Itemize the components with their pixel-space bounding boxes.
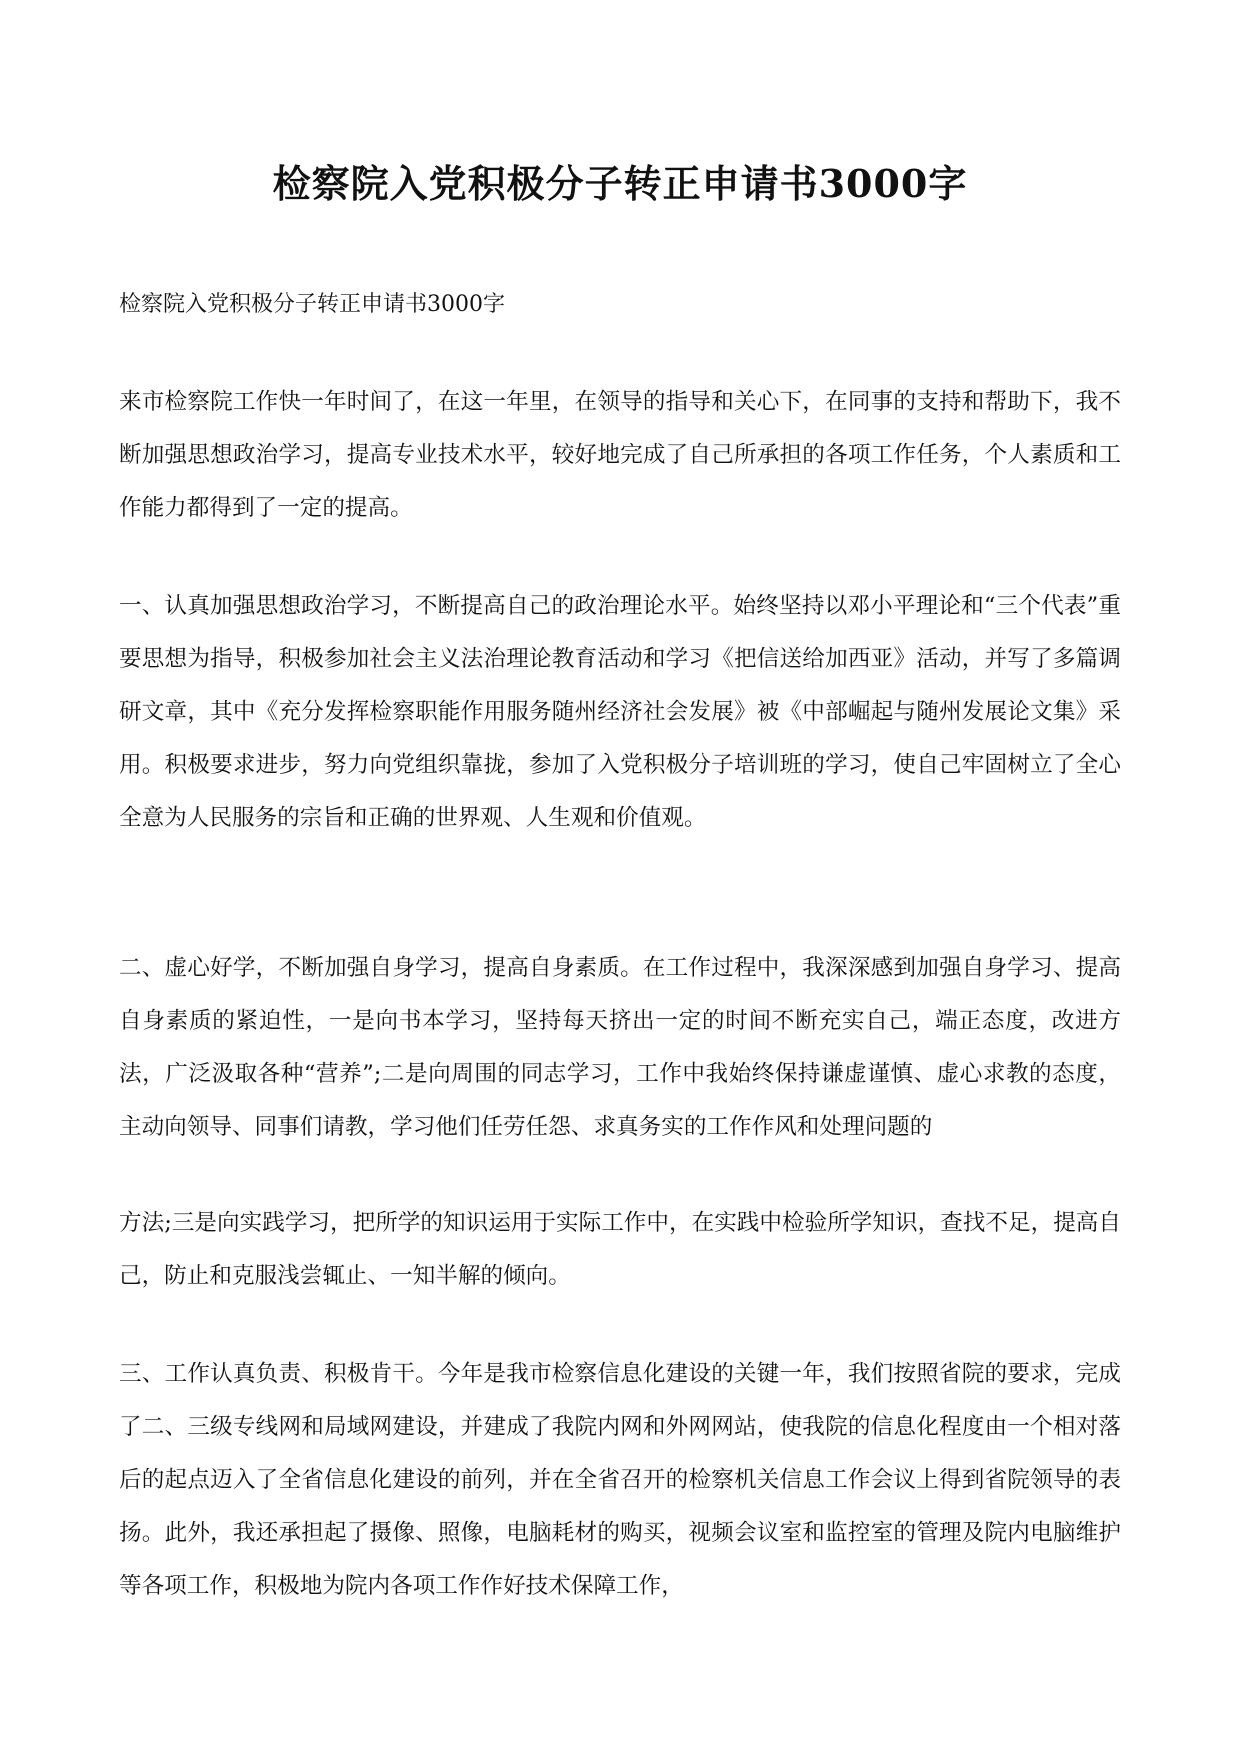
paragraph-section-one: 一、认真加强思想政治学习，不断提高自己的政治理论水平。始终坚持以邓小平理论和“三个代表”重要思想为指导，积极参加社会主义法治理论教育活动和学习《把信送给加西亚》活动，并写了多篇调研文章，其中《充分发挥检察职能作用服务随州经济社会发展》被《中部崛起与随州发展论文集》采用。积极要求进步，努力向党组织靠拢，参加了入党积极分子培训班的学习，使自己牢固树立了全心全意为人民服务的宗旨和正确的世界观、人生观和价值观。 — [119, 593, 1121, 831]
paragraph-section-two: 二、虚心好学，不断加强自身学习，提高自身素质。在工作过程中，我深深感到加强自身学习、提高自身素质的紧迫性，一是向书本学习，坚持每天挤出一定的时间不断充实自己，端正态度，改进方法，广泛汲取各种“营养”;二是向周围的同志学习，工作中我始终保持谦虚谨慎、虚心求教的态度，主动向领导、同事们请教，学习他们任劳任怨、求真务实的工作作风和处理问题的 — [119, 955, 1121, 1140]
paragraph-section-three: 三、工作认真负责、积极肯干。今年是我市检察信息化建设的关键一年，我们按照省院的要求，完成了二、三级专线网和局域网建设，并建成了我院内网和外网网站，使我院的信息化程度由一个相对落后的起点迈入了全省信息化建设的前列，并在全省召开的检察机关信息工作会议上得到省院领导的表扬。此外，我还承担起了摄像、照像，电脑耗材的购买，视频会议室和监控室的管理及院内电脑维护等各项工作，积极地为院内各项工作作好技术保障工作， — [119, 1361, 1121, 1599]
paragraph-section-two-continued: 方法;三是向实践学习，把所学的知识运用于实际工作中，在实践中检验所学知识，查找不足，提高自己，防止和克服浅尝辄止、一知半解的倾向。 — [119, 1210, 1121, 1289]
paragraph-intro: 来市检察院工作快一年时间了，在这一年里，在领导的指导和关心下，在同事的支持和帮助下，我不断加强思想政治学习，提高专业技术水平，较好地完成了自己所承担的各项工作任务，个人素质和工作能力都得到了一定的提高。 — [119, 389, 1121, 521]
document-title: 检察院入党积极分子转正申请书3000字 — [272, 161, 968, 206]
document-subtitle: 检察院入党积极分子转正申请书3000字 — [119, 292, 505, 317]
